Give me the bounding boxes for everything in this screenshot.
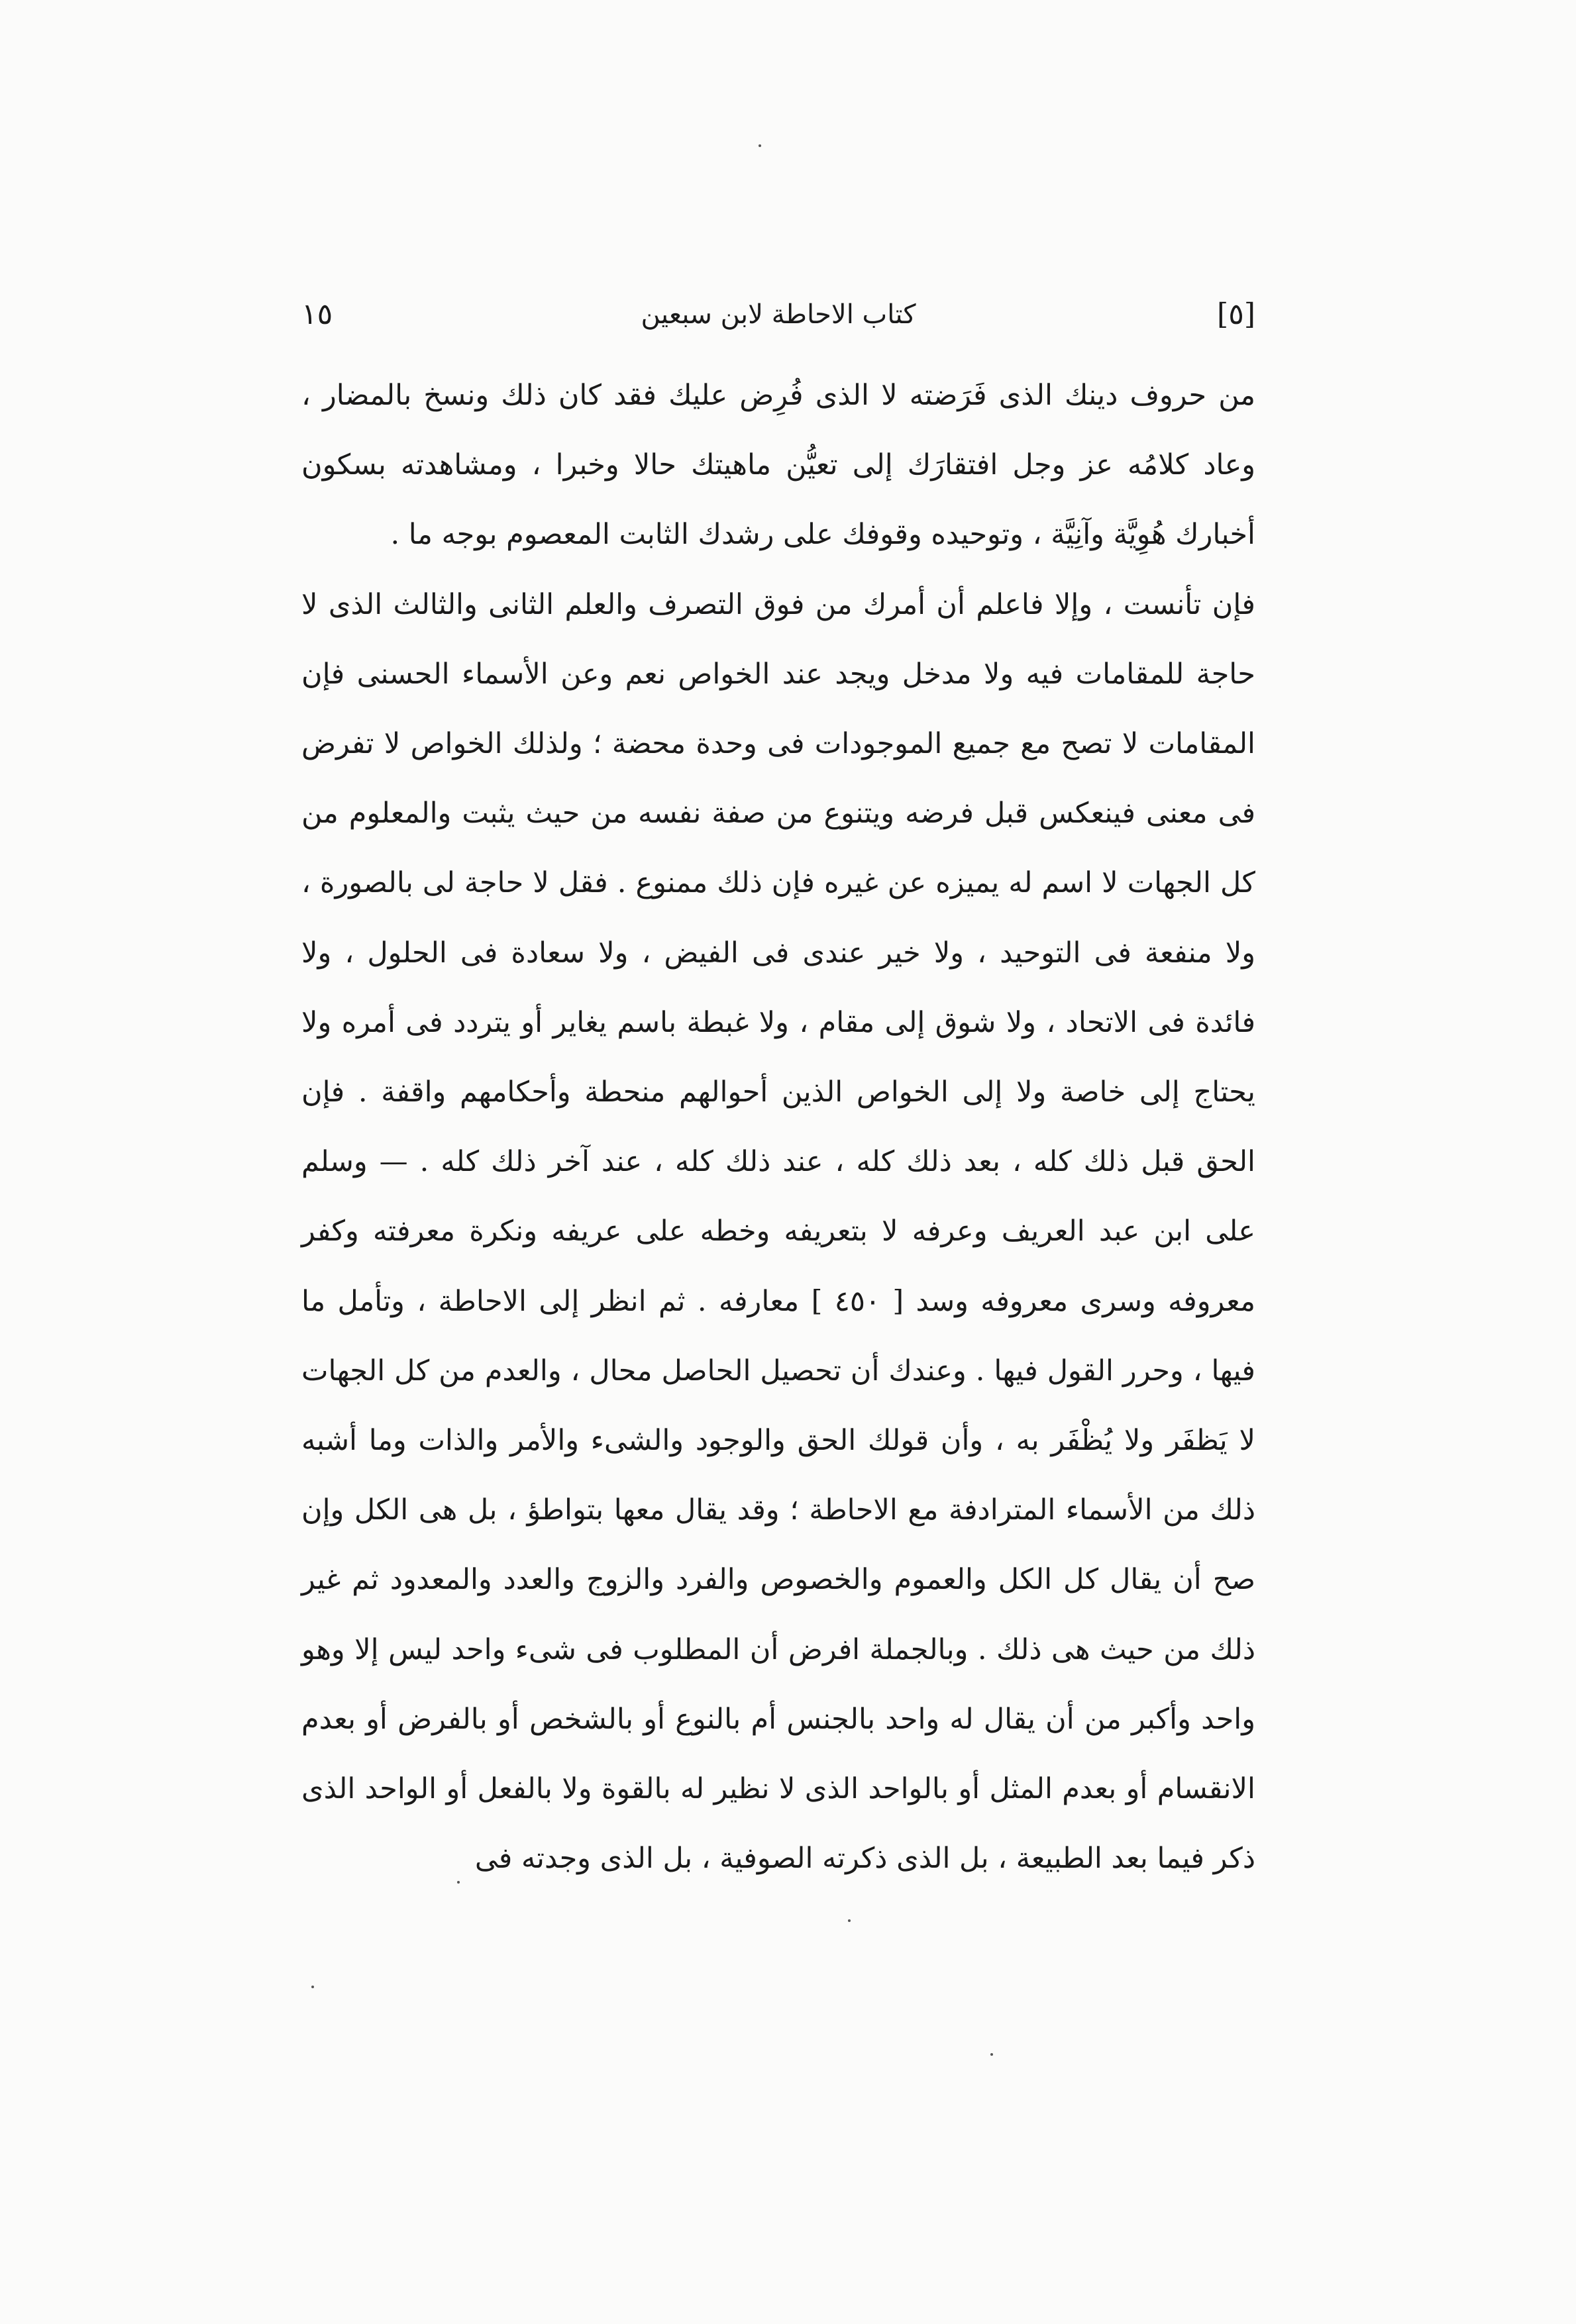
scan-speck <box>848 1919 851 1922</box>
page-number: ١٥ <box>301 297 333 331</box>
running-title: كتاب الاحاطة لابن سبعين <box>641 299 916 330</box>
scan-speck <box>311 1986 314 1988</box>
scan-speck <box>759 144 761 147</box>
scan-speck <box>457 1881 460 1884</box>
section-number: [٥] <box>1217 297 1255 331</box>
main-text <box>301 361 1255 1894</box>
paragraph: فإن تأنست ، وإلا فاعلم أن أمرك من فوق التصرف والعلم الثانى والثالث الذى لا حاجة للمقامات فيه ولا مدخل ويجد عند الخواص نعم وعن الأسماء الحسنى فإن المقامات لا تصح مع جميع الموجودات فى وحدة محضة ؛ ولذلك الخواص لا تفرض فى معنى فينعكس قبل فرضه ويتنوع من صفة نفسه من حيث يثبت والمعلوم من كل الجهات لا اسم له يميزه عن غيره فإن ذلك ممنوع . فقل لا حاجة لى بالصورة ، ولا منفعة فى التوحيد ، ولا خير عندى فى الفيض ، ولا سعادة فى الحلول ، ولا فائدة فى الاتحاد ، ولا شوق إلى مقام ، ولا غبطة باسم يغاير أو يتردد فى أمره ولا يحتاج إلى خاصة ولا إلى الخواص الذين أحوالهم منحطة وأحكامهم واقفة . فإن الحق قبل ذلك كله ، بعد ذلك كله ، عند ذلك كله ، عند آخر ذلك كله . — وسلم على ابن عبد العريف وعرفه لا بتعريفه وخطه على عريفه ونكرة معرفته وكفر معروفه وسرى معروفه وسد [ ٤٥٠ ] معارفه . ثم انظر إلى الاحاطة ، وتأمل ما فيها ، وحرر القول فيها . وعندك أن تحصيل الحاصل محال ، والعدم من كل الجهات لا يَظفَر ولا يُظْفَر به ، وأن قولك الحق والوجود والشىء والأمر والذات وما أشبه ذلك من الأسماء المترادفة مع الاحاطة ؛ وقد يقال معها بتواطؤ ، بل هى الكل وإن صح أن يقال كل الكل والعموم والخصوص والفرد والزوج والعدد والمعدود ثم غير ذلك من حيث هى ذلك . وبالجملة افرض أن المطلوب فى شىء واحد ليس إلا وهو واحد وأكبر من أن يقال له واحد بالجنس أم بالنوع أو بالشخص أو بالفرض أو بعدم الانقسام أو بعدم المثل أو بالواحد الذى لا نظير له بالقوة ولا بالفعل أو الواحد الذى ذكر فيما بعد الطبيعة ، بل الذى ذكرته الصوفية ، بل الذى وجدته فى <box>301 587 1255 1876</box>
paragraph: من حروف دينك الذى فَرَضته لا الذى فُرِض عليك فقد كان ذلك ونسخ بالمضار ، وعاد كلامُه عز وجل افتقارَك إلى تعيُّن ماهيتك حالا وخبرا ، ومشاهدته بسكون أخبارك هُوِيَّة وآنِيَّة ، وتوحيده وقوفك على رشدك الثابت المعصوم بوجه ما . <box>301 379 1255 552</box>
scan-speck <box>990 2053 993 2056</box>
page-header <box>301 291 1255 338</box>
